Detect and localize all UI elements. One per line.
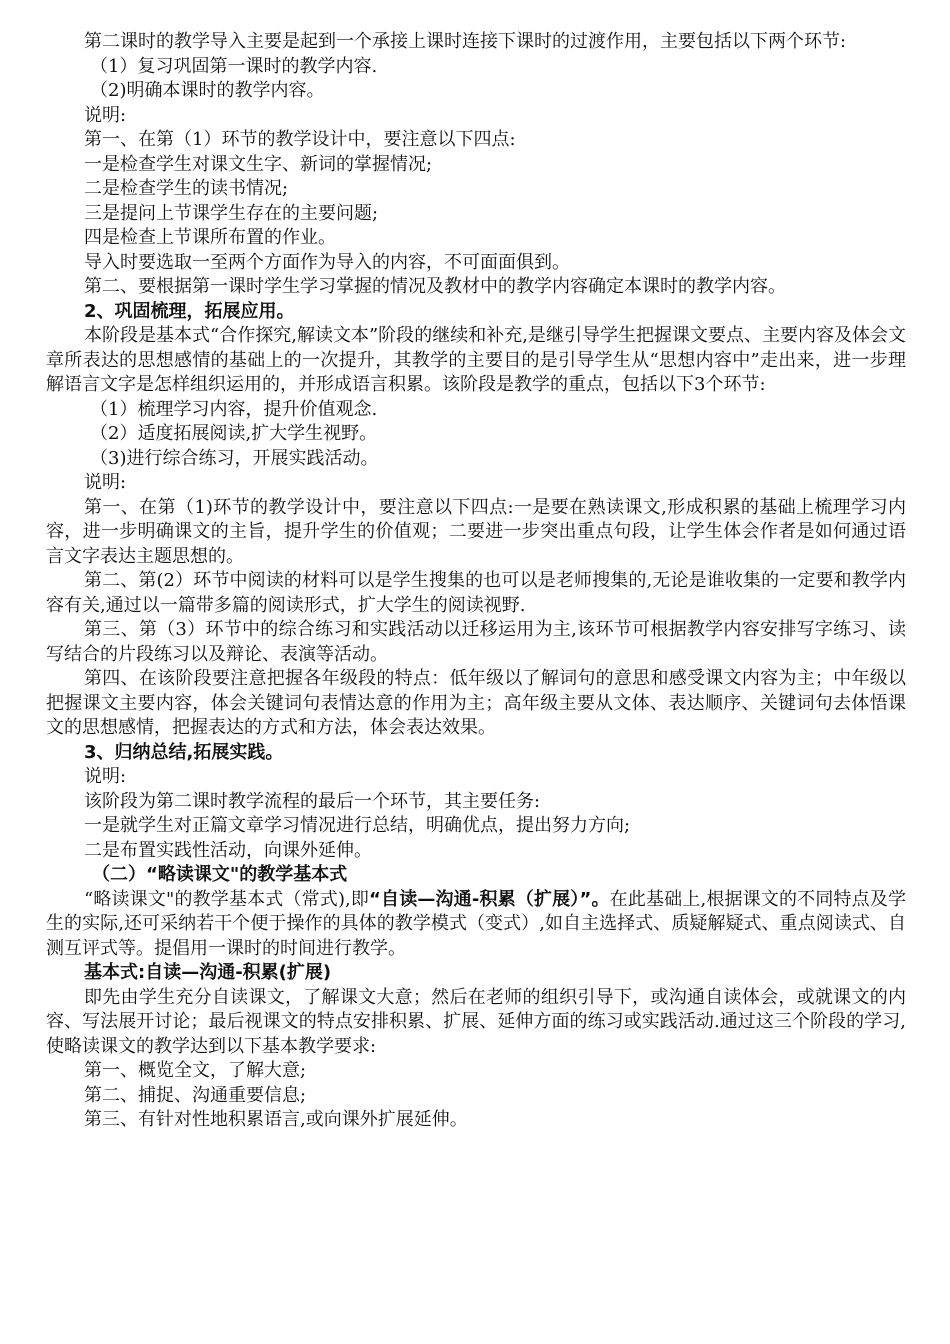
paragraph: 第一、在第（1)环节的教学设计中，要注意以下四点:一是要在熟读课文,形成积累的基础上梳理学习内容，进一步明确课文的主旨，提升学生的价值观；二要进一步突出重点句段，让学生体会作者是如何通过语言文字表达主题思想的。 <box>46 496 906 567</box>
paragraph-text: 在此基础上,根据课文的不同特点及学生的实际,还可采纳若干个便于操作的具体的教学模式（变式）,如自主选择式、质疑解疑式、重点阅读式、自测互评式等。提倡用一课时的时间进行教学。 <box>46 888 906 959</box>
list-item: 四是检查上节课所布置的作业。 <box>84 227 336 248</box>
note-label: 说明: <box>84 104 127 126</box>
paragraph: 即先由学生充分自读课文，了解课文大意；然后在老师的组织引导下，或沟通自读体会，或就课文的内容、写法展开讨论；最后视课文的特点安排积累、扩展、延伸方面的练习或实践活动.通过这三个阶段的学习,使略读课文的教学达到以下基本教学要求: <box>46 986 906 1057</box>
list-item: （1）复习巩固第一课时的教学内容. <box>90 55 378 77</box>
paragraph: 第三、第（3）环节中的综合练习和实践活动以迁移运用为主,该环节可根据教学内容安排写字练习、读写结合的片段练习以及辩论、表演等活动。 <box>46 619 906 665</box>
paragraph-text: “略读课文"的教学基本式（常式),即 <box>84 888 370 910</box>
section-heading: （二）“略读课文"的教学基本式 <box>92 864 348 885</box>
list-item: （1）梳理学习内容，提升价值观念. <box>90 398 378 420</box>
list-item: （2）适度拓展阅读,扩大学生视野。 <box>90 423 378 444</box>
list-item: 第二、捕捉、沟通重要信息; <box>84 1084 307 1106</box>
section-heading: 基本式:自读—沟通-积累(扩展) <box>84 962 332 983</box>
paragraph: 第一、在第（1）环节的教学设计中，要注意以下四点: <box>84 129 516 150</box>
paragraph <box>46 888 906 962</box>
section-heading: 2、巩固梳理，拓展应用。 <box>84 300 295 322</box>
list-item: 一是就学生对正篇文章学习情况进行总结，明确优点，提出努力方向; <box>84 815 631 836</box>
paragraph: 该阶段为第二课时教学流程的最后一个环节，其主要任务: <box>84 790 541 812</box>
list-item: 第三、有针对性地积累语言,或向课外扩展延伸。 <box>84 1109 468 1130</box>
paragraph: 第二课时的教学导入主要是起到一个承接上课时连接下课时的过渡作用，主要包括以下两个环节: <box>84 31 847 52</box>
list-item: （2)明确本课时的教学内容。 <box>90 80 325 101</box>
list-item: 第一、概览全文，了解大意; <box>84 1060 307 1081</box>
list-item: 二是检查学生的读书情况; <box>84 178 289 199</box>
paragraph: 第二、第(2）环节中阅读的材料可以是学生搜集的也可以是老师搜集的,无论是谁收集的一定要和教学内容有关,通过以一篇带多篇的阅读形式，扩大学生的阅读视野. <box>46 570 906 616</box>
emphasis-text: “自读—沟通-积累（扩展）”。 <box>369 888 610 910</box>
paragraph: 导入时要选取一至两个方面作为导入的内容，不可面面俱到。 <box>84 251 570 273</box>
list-item: 三是提问上节课学生存在的主要问题; <box>84 202 379 224</box>
paragraph: 第二、要根据第一课时学生学习掌握的情况及教材中的教学内容确定本课时的教学内容。 <box>84 276 786 297</box>
note-label: 说明: <box>84 472 127 493</box>
list-item: 二是布置实践性活动，向课外延伸。 <box>84 839 372 861</box>
list-item: 一是检查学生对课文生字、新词的掌握情况; <box>84 153 433 175</box>
note-label: 说明: <box>84 766 127 787</box>
list-item: （3)进行综合练习，开展实践活动。 <box>90 447 379 469</box>
paragraph: 本阶段是基本式“合作探究,解读文本”阶段的继续和补充,是继引导学生把握课文要点、主要内容及体会文章所表达的思想感情的基础上的一次提升，其教学的主要目的是引导学生从“思想内容中”走出来，进一步理解语言文字是怎样组织运用的，并形成语言积累。该阶段是教学的重点，包括以下3个环节: <box>46 325 906 395</box>
section-heading: 3、归纳总结,拓展实践。 <box>84 741 284 763</box>
paragraph: 第四、在该阶段要注意把握各年级段的特点：低年级以了解词句的意思和感受课文内容为主；中年级以把握课文主要内容，体会关键词句表情达意的作用为主；高年级主要从文体、表达顺序、关键词句去体悟课文的思想感情，把握表达的方式和方法，体会表达效果。 <box>46 668 906 738</box>
